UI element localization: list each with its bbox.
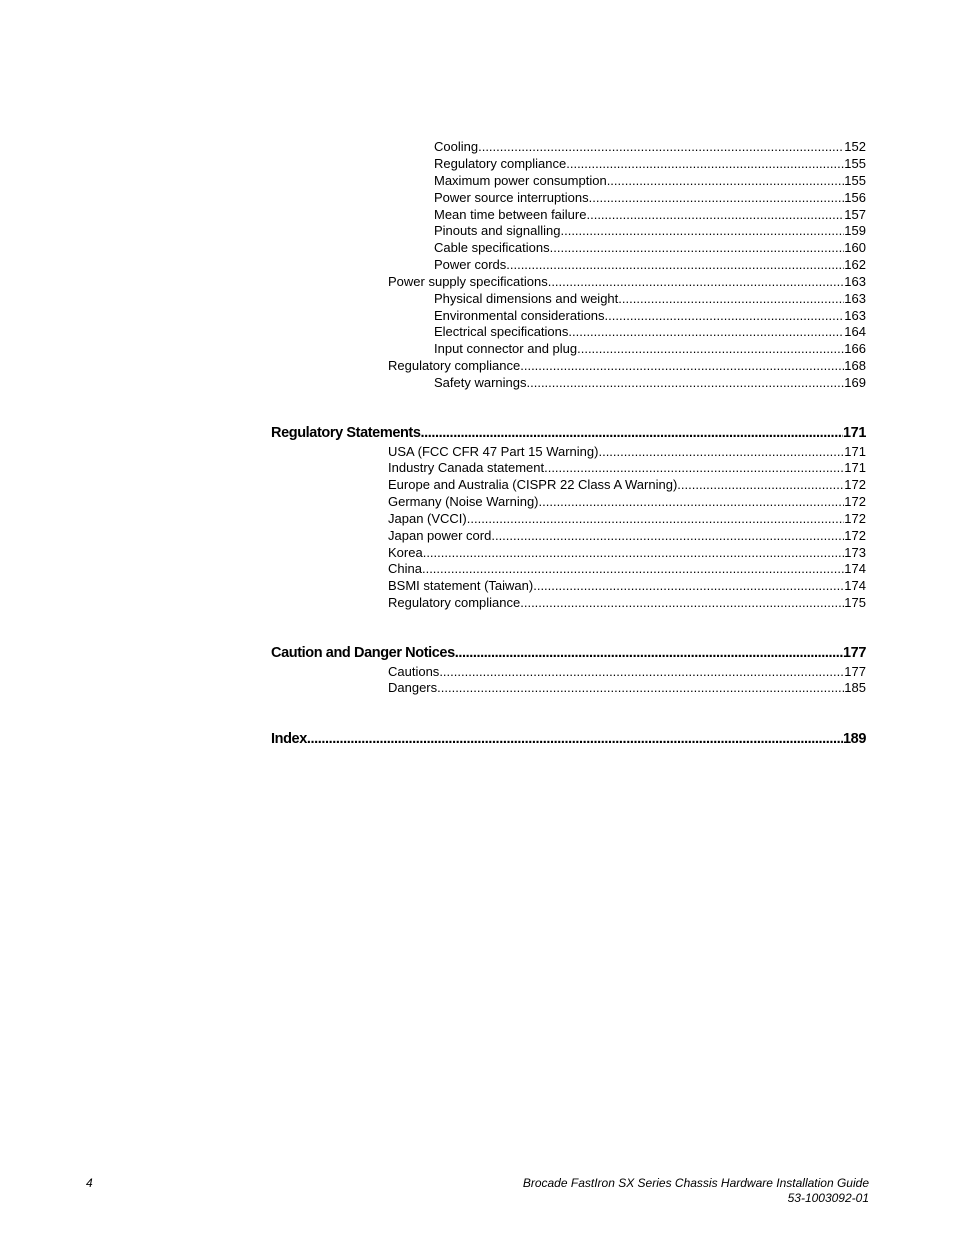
toc-leader [568, 324, 844, 339]
toc-entry-page: 172 [844, 528, 866, 543]
toc-entry-page: 163 [844, 308, 866, 323]
footer-page-number: 4 [86, 1176, 93, 1190]
toc-entry[interactable] [434, 240, 866, 255]
toc-entry-page: 168 [844, 358, 866, 373]
toc-leader [423, 545, 845, 560]
toc-leader [439, 664, 844, 679]
toc-leader [586, 207, 844, 222]
toc-entry[interactable] [434, 341, 866, 356]
toc-entry-page: 160 [844, 240, 866, 255]
toc-leader [598, 444, 844, 459]
toc-entry[interactable] [388, 595, 866, 610]
toc-entry-page: 174 [844, 578, 866, 593]
toc-entry-page: 172 [844, 477, 866, 492]
toc-chapter-title: Index [271, 731, 307, 747]
toc-entry[interactable] [388, 578, 866, 593]
toc-entry[interactable] [388, 561, 866, 576]
toc-leader [548, 274, 845, 289]
toc-entry-title: Japan power cord [388, 528, 492, 543]
toc-entry-title: Safety warnings [434, 375, 527, 390]
toc-entry-page: 173 [844, 545, 866, 560]
toc-leader [607, 173, 845, 188]
toc-entry[interactable] [388, 494, 866, 509]
toc-entry-title: Power supply specifications [388, 274, 548, 289]
toc-entry[interactable] [388, 444, 866, 459]
toc-entry[interactable] [434, 308, 866, 323]
toc-leader [520, 595, 844, 610]
toc-entry[interactable] [388, 358, 866, 373]
toc-leader [422, 561, 844, 576]
toc-leader [618, 291, 844, 306]
toc-entry[interactable] [434, 190, 866, 205]
toc-chapter-title: Regulatory Statements [271, 425, 421, 441]
toc-leader [550, 240, 845, 255]
toc-entry[interactable] [388, 477, 866, 492]
toc-entry-title: Input connector and plug [434, 341, 578, 356]
toc-entry[interactable] [434, 207, 866, 222]
toc-entry[interactable] [434, 291, 866, 306]
toc-leader [307, 731, 843, 747]
toc-leader [533, 578, 844, 593]
toc-leader [455, 645, 843, 661]
toc-entry-title: Power cords [434, 257, 507, 272]
toc-entry-page: 174 [844, 561, 866, 576]
toc-entry-page: 177 [844, 664, 866, 679]
toc-entry[interactable] [388, 664, 866, 679]
toc-leader [421, 425, 843, 441]
toc-chapter-page: 189 [843, 731, 866, 747]
toc-entry-title: Cooling [434, 139, 479, 154]
toc-entry-page: 169 [844, 375, 866, 390]
footer-doc-number: 53-1003092-01 [787, 1191, 869, 1205]
toc-entry-title: USA (FCC CFR 47 Part 15 Warning) [388, 444, 599, 459]
toc-entry-title: Industry Canada statement [388, 460, 545, 475]
toc-leader [677, 477, 844, 492]
toc-chapter[interactable] [271, 731, 866, 747]
toc-entry-title: Europe and Australia (CISPR 22 Class A Warning) [388, 477, 678, 492]
toc-entry-title: Japan (VCCI) [388, 511, 467, 526]
toc-entry-title: Power source interruptions [434, 190, 589, 205]
toc-chapter-page: 177 [843, 645, 866, 661]
toc-leader [437, 680, 844, 695]
toc-entry-page: 163 [844, 274, 866, 289]
toc-entry-page: 171 [844, 444, 866, 459]
toc-entry-page: 163 [844, 291, 866, 306]
toc-chapter[interactable] [271, 645, 866, 661]
toc-chapter-page: 171 [843, 425, 866, 441]
toc-entry-title: Physical dimensions and weight [434, 291, 619, 306]
toc-entry-title: Dangers [388, 680, 438, 695]
toc-entry-page: 157 [844, 207, 866, 222]
toc-entry-title: Cable specifications [434, 240, 550, 255]
toc-leader [467, 511, 845, 526]
toc-chapter[interactable] [271, 425, 866, 441]
toc-entry-title: Germany (Noise Warning) [388, 494, 539, 509]
toc-entry[interactable] [434, 173, 866, 188]
toc-entry-title: China [388, 561, 422, 576]
toc-entry[interactable] [388, 460, 866, 475]
toc-entry[interactable] [434, 257, 866, 272]
toc-entry-page: 152 [844, 139, 866, 154]
toc-leader [589, 190, 845, 205]
toc-chapter-title: Caution and Danger Notices [271, 645, 455, 661]
toc-leader [527, 375, 845, 390]
footer-doc-info [523, 1176, 869, 1206]
toc-entry-page: 156 [844, 190, 866, 205]
toc-entry-title: Electrical specifications [434, 324, 569, 339]
toc-entry-title: Regulatory compliance [388, 358, 521, 373]
toc-entry-title: Environmental considerations [434, 308, 605, 323]
toc-entry-page: 172 [844, 511, 866, 526]
toc-entry[interactable] [434, 139, 866, 154]
toc-entry-page: 159 [844, 223, 866, 238]
toc-entry-title: Cautions [388, 664, 440, 679]
toc-leader [520, 358, 844, 373]
footer-doc-title: Brocade FastIron SX Series Chassis Hardware Installation Guide [522, 1176, 869, 1190]
toc-leader [577, 341, 844, 356]
toc-entry-page: 162 [844, 257, 866, 272]
toc-entry-title: Regulatory compliance [434, 156, 567, 171]
toc-entry-title: Korea [388, 545, 423, 560]
toc-entry[interactable] [388, 680, 866, 695]
toc-entry-page: 155 [844, 173, 866, 188]
toc-entry[interactable] [434, 156, 866, 171]
toc-leader [478, 139, 844, 154]
toc-entry[interactable] [388, 545, 866, 560]
toc-entry-page: 172 [844, 494, 866, 509]
toc-entry-page: 155 [844, 156, 866, 171]
toc-entry[interactable] [434, 324, 866, 339]
toc-entry-page: 171 [844, 460, 866, 475]
toc-leader [506, 257, 844, 272]
toc-entry[interactable] [388, 528, 866, 543]
toc-leader [539, 494, 845, 509]
toc-entry-title: BSMI statement (Taiwan) [388, 578, 534, 593]
toc-leader [566, 156, 844, 171]
toc-entry[interactable] [388, 511, 866, 526]
toc-leader [491, 528, 844, 543]
toc-entry-page: 166 [844, 341, 866, 356]
toc-entry-page: 185 [844, 680, 866, 695]
toc-entry-title: Mean time between failure [434, 207, 587, 222]
toc-entry[interactable] [434, 375, 866, 390]
toc-leader [544, 460, 844, 475]
toc-entry-title: Regulatory compliance [388, 595, 521, 610]
toc-entry[interactable] [434, 223, 866, 238]
toc-entry-page: 164 [844, 324, 866, 339]
toc-entry-page: 175 [844, 595, 866, 610]
toc-entry-title: Pinouts and signalling [434, 223, 561, 238]
toc-leader [605, 308, 845, 323]
toc-entry[interactable] [388, 274, 866, 289]
toc-leader [560, 223, 844, 238]
toc-entry-title: Maximum power consumption [434, 173, 607, 188]
